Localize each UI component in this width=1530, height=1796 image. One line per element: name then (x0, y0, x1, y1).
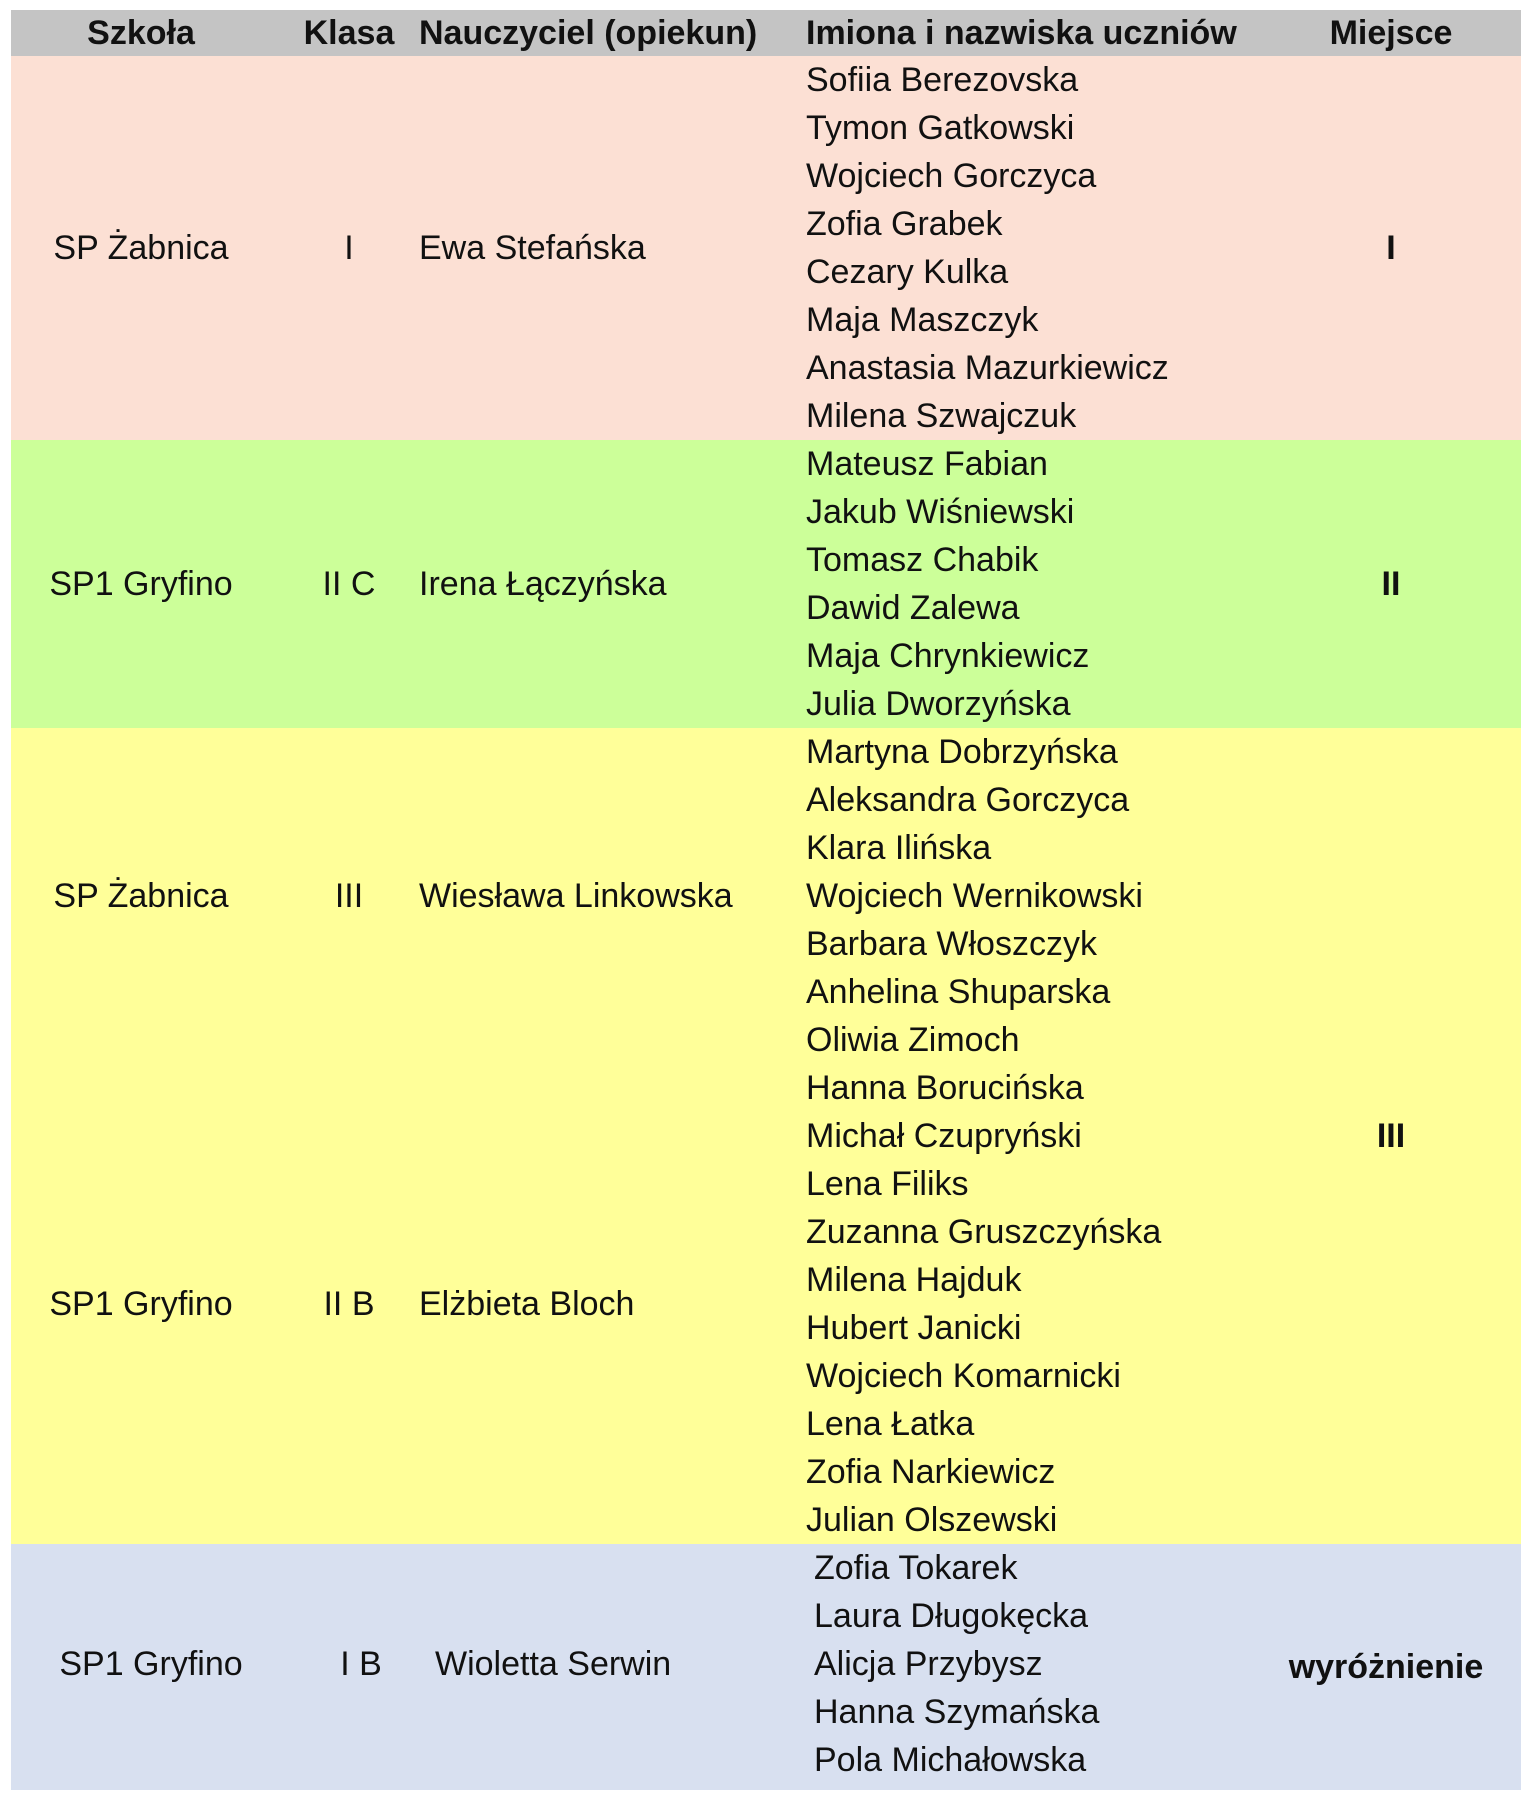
header-students: Imiona i nazwiska uczniów (806, 14, 1237, 52)
school-name: SP1 Gryfino (59, 1645, 243, 1683)
student-name: Tomasz Chabik (806, 541, 1039, 579)
student-name: Barbara Włoszczyk (806, 925, 1097, 963)
class-name: I (344, 229, 354, 267)
student-name: Aleksandra Gorczyca (806, 781, 1130, 819)
student-name: Maja Chrynkiewicz (806, 637, 1090, 675)
class-name: III (334, 877, 364, 915)
student-name: Julian Olszewski (806, 1501, 1058, 1539)
student-list (806, 440, 1089, 728)
student-name: Hanna Borucińska (806, 1069, 1084, 1107)
student-name: Jakub Wiśniewski (806, 493, 1075, 531)
place-label: wyróżnienie (1288, 1648, 1484, 1686)
place-label: I (1386, 229, 1396, 267)
student-list (806, 728, 1143, 1064)
student-name: Cezary Kulka (806, 253, 1009, 291)
table-header (11, 10, 1521, 56)
result-block (11, 728, 1521, 1544)
header-place: Miejsce (1329, 14, 1453, 52)
student-name: Julia Dworzyńska (806, 685, 1071, 723)
results-table (11, 10, 1521, 1790)
student-name: Wojciech Wernikowski (806, 877, 1143, 915)
student-list (806, 56, 1169, 440)
place-label: II (1381, 565, 1401, 603)
student-name: Zofia Grabek (806, 205, 1003, 243)
student-list (814, 1544, 1099, 1784)
student-name: Lena Filiks (806, 1165, 969, 1203)
header-school: Szkoła (87, 14, 195, 52)
student-name: Tymon Gatkowski (806, 109, 1075, 147)
student-name: Dawid Zalewa (806, 589, 1020, 627)
student-name: Milena Hajduk (806, 1261, 1022, 1299)
result-block (11, 1544, 1521, 1790)
school-name: SP1 Gryfino (49, 565, 233, 603)
student-name: Zofia Tokarek (814, 1549, 1018, 1587)
result-block (11, 56, 1521, 440)
student-name: Lena Łatka (806, 1405, 975, 1443)
student-name: Michał Czupryński (806, 1117, 1082, 1155)
student-name: Hanna Szymańska (814, 1693, 1100, 1731)
student-name: Klara Ilińska (806, 829, 992, 867)
student-name: Wojciech Komarnicki (806, 1357, 1121, 1395)
student-name: Laura Długokęcka (814, 1597, 1089, 1635)
student-name: Mateusz Fabian (806, 445, 1048, 483)
student-name: Oliwia Zimoch (806, 1021, 1020, 1059)
result-block (11, 440, 1521, 728)
teacher-name: Ewa Stefańska (419, 229, 646, 267)
table-body (11, 56, 1521, 1790)
student-name: Sofiia Berezovska (806, 61, 1079, 99)
teacher-name: Elżbieta Bloch (419, 1285, 635, 1323)
class-name: I B (340, 1645, 382, 1683)
school-name: SP Żabnica (53, 877, 229, 915)
place-label: III (1376, 1117, 1406, 1155)
school-name: SP Żabnica (53, 229, 229, 267)
teacher-name: Wioletta Serwin (435, 1645, 672, 1683)
student-name: Anastasia Mazurkiewicz (806, 349, 1169, 387)
teacher-name: Wiesława Linkowska (419, 877, 733, 915)
student-name: Martyna Dobrzyńska (806, 733, 1118, 771)
student-name: Maja Maszczyk (806, 301, 1039, 339)
student-name: Zuzanna Gruszczyńska (806, 1213, 1162, 1251)
student-list (806, 1064, 1161, 1544)
header-teacher: Nauczyciel (opiekun) (419, 14, 758, 52)
student-name: Milena Szwajczuk (806, 397, 1077, 435)
student-name: Zofia Narkiewicz (806, 1453, 1056, 1491)
class-name: II B (323, 1285, 375, 1323)
school-name: SP1 Gryfino (49, 1285, 233, 1323)
student-name: Alicja Przybysz (814, 1645, 1043, 1683)
class-name: II C (322, 565, 376, 603)
student-name: Anhelina Shuparska (806, 973, 1111, 1011)
header-class: Klasa (303, 14, 395, 52)
student-name: Hubert Janicki (806, 1309, 1022, 1347)
student-name: Wojciech Gorczyca (806, 157, 1097, 195)
student-name: Pola Michałowska (814, 1741, 1087, 1779)
teacher-name: Irena Łączyńska (419, 565, 667, 603)
